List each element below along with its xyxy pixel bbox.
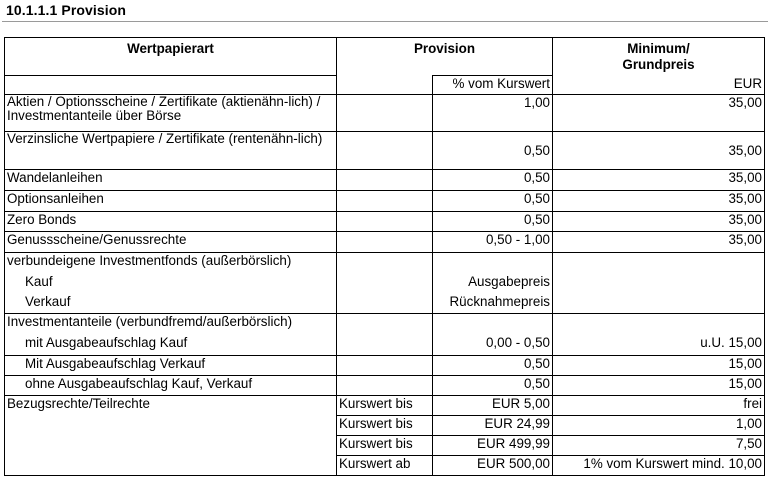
row-minimum: 35,00 <box>553 212 765 232</box>
row-provision: 0,50 <box>433 376 553 396</box>
bezug-tier-minimum: 1,00 <box>553 416 765 436</box>
row-provision: 0,50 <box>433 356 553 376</box>
bezug-tier-label: Kurswert bis <box>337 436 433 456</box>
bezug-tier-amount: EUR 5,00 <box>433 396 553 416</box>
bezug-tier-amount: EUR 500,00 <box>433 456 553 476</box>
header-divider <box>2 21 768 22</box>
table-row <box>5 314 765 335</box>
table-row <box>5 376 765 396</box>
row-provision: 0,50 <box>433 191 553 212</box>
row-minimum: 35,00 <box>553 95 765 132</box>
table-row <box>5 95 765 132</box>
row-name: Optionsanleihen <box>5 191 337 212</box>
row-empty <box>337 232 433 253</box>
bezug-tier-label: Kurswert ab <box>337 456 433 476</box>
row-name: Investmentanteile (verbundfremd/außerbörslich) <box>5 314 337 335</box>
col-header-wertpapierart: Wertpapierart <box>5 38 337 76</box>
row-minimum: 15,00 <box>553 376 765 396</box>
row-empty <box>337 253 433 274</box>
table-unit-row <box>5 76 765 95</box>
row-empty <box>337 191 433 212</box>
table-row <box>5 232 765 253</box>
row-empty <box>337 314 433 335</box>
col-header-provision: Provision <box>337 38 553 76</box>
table-row <box>5 396 765 416</box>
bezug-tier-amount: EUR 24,99 <box>433 416 553 436</box>
row-name: Wandelanleihen <box>5 170 337 191</box>
row-minimum: 35,00 <box>553 232 765 253</box>
row-minimum: 15,00 <box>553 356 765 376</box>
unit-cell-empty-2 <box>337 76 433 95</box>
bezug-tier-amount: EUR 499,99 <box>433 436 553 456</box>
table-row <box>5 132 765 170</box>
row-minimum: u.U. 15,00 <box>553 335 765 356</box>
row-name: Kauf <box>5 274 337 294</box>
table-row <box>5 253 765 274</box>
row-minimum <box>553 253 765 274</box>
row-name: Zero Bonds <box>5 212 337 232</box>
row-minimum: 35,00 <box>553 170 765 191</box>
col-header-minimum <box>553 38 765 76</box>
row-provision: Rücknahmepreis <box>433 294 553 314</box>
row-provision: 0,50 <box>433 170 553 191</box>
row-provision: 0,50 <box>433 212 553 232</box>
row-empty <box>337 132 433 170</box>
row-empty <box>337 95 433 132</box>
row-name: Verkauf <box>5 294 337 314</box>
bezug-tier-label: Kurswert bis <box>337 396 433 416</box>
row-name: verbundeigene Investmentfonds (außerbörslich) <box>5 253 337 274</box>
row-minimum <box>553 274 765 294</box>
row-provision <box>433 253 553 274</box>
unit-provision: % vom Kurswert <box>433 76 553 95</box>
table-row <box>5 191 765 212</box>
col-header-minimum-line2: Grundpreis <box>622 57 695 72</box>
section-heading: 10.1.1.1 Provision <box>6 2 127 18</box>
col-header-minimum-line1: Minimum/ <box>627 41 690 56</box>
row-provision: 0,50 - 1,00 <box>433 232 553 253</box>
table-row <box>5 212 765 232</box>
row-empty <box>337 356 433 376</box>
row-provision: 1,00 <box>433 95 553 132</box>
row-empty <box>337 376 433 396</box>
row-minimum <box>553 314 765 335</box>
row-empty <box>337 212 433 232</box>
row-provision: 0,00 - 0,50 <box>433 335 553 356</box>
bezug-tier-minimum: frei <box>553 396 765 416</box>
row-minimum <box>553 294 765 314</box>
row-provision: Ausgabepreis <box>433 274 553 294</box>
row-name: Mit Ausgabeaufschlag Verkauf <box>5 356 337 376</box>
bezug-tier-label: Kurswert bis <box>337 416 433 436</box>
provision-table <box>4 37 765 476</box>
table-header-row <box>5 38 765 76</box>
row-empty <box>337 294 433 314</box>
row-empty <box>337 274 433 294</box>
row-empty <box>337 170 433 191</box>
bezug-tier-minimum: 1% vom Kurswert mind. 10,00 <box>553 456 765 476</box>
unit-minimum: EUR <box>553 76 765 95</box>
row-minimum: 35,00 <box>553 191 765 212</box>
unit-cell-empty <box>5 76 337 95</box>
table-row <box>5 170 765 191</box>
row-name: ohne Ausgabeaufschlag Kauf, Verkauf <box>5 376 337 396</box>
row-provision <box>433 314 553 335</box>
row-empty <box>337 335 433 356</box>
table-row <box>5 294 765 314</box>
row-provision: 0,50 <box>433 132 553 170</box>
row-minimum: 35,00 <box>553 132 765 170</box>
bezug-tier-minimum: 7,50 <box>553 436 765 456</box>
row-name: Verzinsliche Wertpapiere / Zertifikate (rentenähn-lich) <box>5 132 337 170</box>
bezug-name: Bezugsrechte/Teilrechte <box>5 396 337 476</box>
row-name: Genussscheine/Genussrechte <box>5 232 337 253</box>
row-name: Aktien / Optionsscheine / Zertifikate (aktienähn-lich) / Investmentanteile über Börse <box>5 95 337 132</box>
row-name: mit Ausgabeaufschlag Kauf <box>5 335 337 356</box>
table-row <box>5 274 765 294</box>
table-row <box>5 356 765 376</box>
table-row <box>5 335 765 356</box>
